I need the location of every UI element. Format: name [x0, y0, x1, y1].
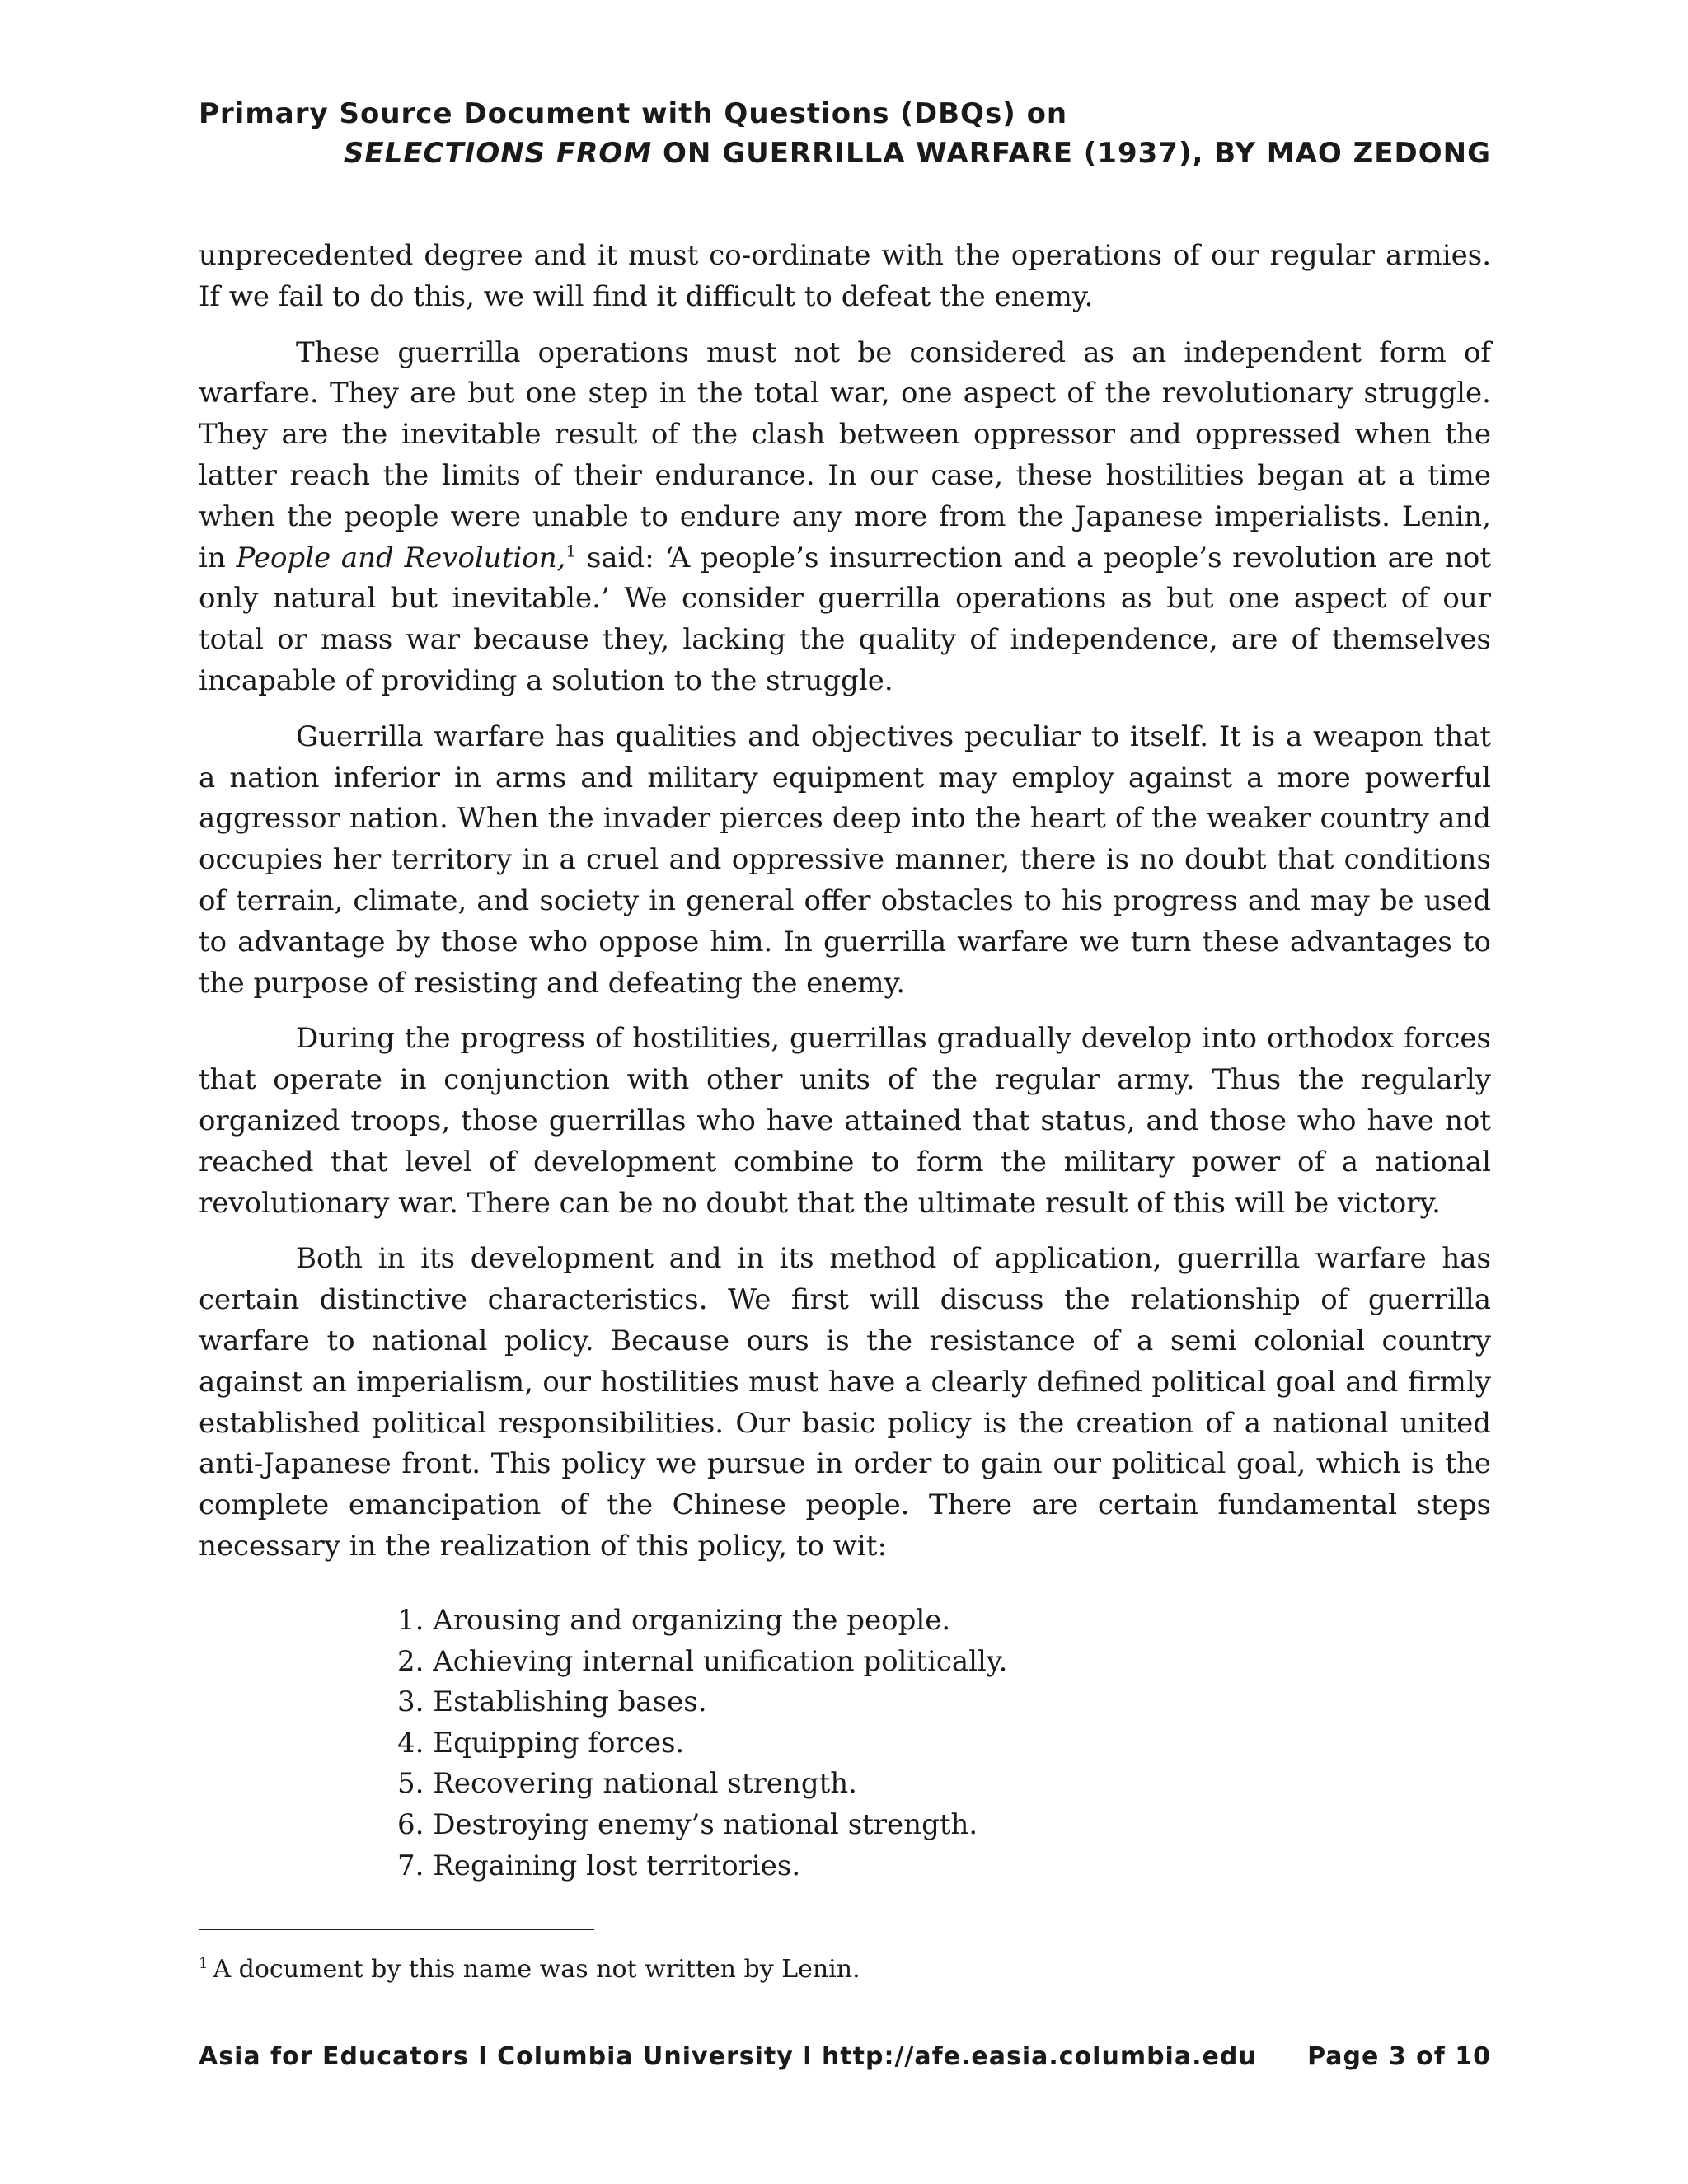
- document-body: [199, 236, 1491, 1582]
- list-item: 2. Achieving internal unification politically.: [397, 1644, 1008, 1678]
- footnote: [199, 1955, 860, 1984]
- footnote-marker: 1: [199, 1955, 209, 1972]
- paragraph-1: unprecedented degree and it must co-ordinate with the operations of our regular armies. If we fail to do this, we will find it difficult to defeat the enemy.: [199, 239, 1491, 313]
- footnote-reference: 1: [565, 541, 577, 561]
- cited-work-title: People and Revolution,: [236, 541, 566, 574]
- policy-steps-list: [397, 1601, 1007, 1886]
- list-item: 5. Recovering national strength.: [397, 1767, 857, 1801]
- paragraph-2: [199, 333, 1491, 702]
- list-item: 4. Equipping forces.: [397, 1726, 685, 1760]
- footnote-separator: [199, 1929, 594, 1930]
- header-italic-part: SELECTIONS FROM: [343, 137, 653, 170]
- paragraph-2-part-b: said: ‘A people’s insurrection and a people’s revolution are not only natural but inevitable.’ We consider guerrilla operations as but one aspect of our total or mass war because they, lacking the quality of independence, are of themselves incapable of providing a solution to the struggle.: [199, 541, 1491, 697]
- list-item: 6. Destroying enemy’s national strength.: [397, 1807, 978, 1841]
- paragraph-4: During the progress of hostilities, guerrillas gradually develop into orthodox forces that operate in conjunction with other units of the regular army. Thus the regularly organized troops, those guerrillas who have attained that status, and those who have not reached that level of development combine to form the military power of a national revolutionary war. There can be no doubt that the ultimate result of this will be victory.: [199, 1022, 1491, 1220]
- list-item: 7. Regaining lost territories.: [397, 1849, 801, 1882]
- header-line-1: Primary Source Document with Questions (DBQs) on: [199, 97, 1068, 130]
- footnote-text: A document by this name was not written by Lenin.: [213, 1955, 860, 1984]
- page-header: [199, 97, 1491, 176]
- list-item: 3. Establishing bases.: [397, 1685, 707, 1719]
- list-item: 1. Arousing and organizing the people.: [397, 1604, 951, 1637]
- paragraph-3: Guerrilla warfare has qualities and objectives peculiar to itself. It is a weapon that a nation inferior in arms and military equipment may employ against a more powerful aggressor nation. When the invader pierces deep into the heart of the weaker country and occupies her territory in a cruel and oppressive manner, there is no doubt that conditions of terrain, climate, and society in general offer obstacles to his progress and may be used to advantage by those who oppose him. In guerrilla warfare we turn these advantages to the purpose of resisting and defeating the enemy.: [199, 719, 1491, 1000]
- header-title-part: ON GUERRILLA WARFARE (1937), BY MAO ZEDONG: [652, 137, 1491, 170]
- footer-source: Asia for Educators l Columbia University l http://afe.easia.columbia.edu: [199, 2042, 1257, 2071]
- page-number: Page 3 of 10: [1307, 2042, 1491, 2071]
- paragraph-5: Both in its development and in its method of application, guerrilla warfare has certain distinctive characteristics. We first will discuss the relationship of guerrilla warfare to national policy. Because ours is the resistance of a semi colonial country against an imperialism, our hostilities must have a clearly defined political goal and firmly established political responsibilities. Our basic policy is the creation of a national united anti-Japanese front. This policy we pursue in order to gain our political goal, which is the complete emancipation of the Chinese people. There are certain fundamental steps necessary in the realization of this policy, to wit:: [199, 1242, 1491, 1563]
- page-footer: [199, 2042, 1491, 2071]
- header-line-2: [199, 137, 1491, 176]
- paragraph-2-part-a: These guerrilla operations must not be considered as an independent form of warfare. They are but one step in the total war, one aspect of the revolutionary struggle. They are the inevitable result of the clash between oppressor and oppressed when the latter reach the limits of their endurance. In our case, these hostilities began at a time when the people were unable to endure any more from the Japanese imperialists. Lenin, in: [199, 335, 1491, 574]
